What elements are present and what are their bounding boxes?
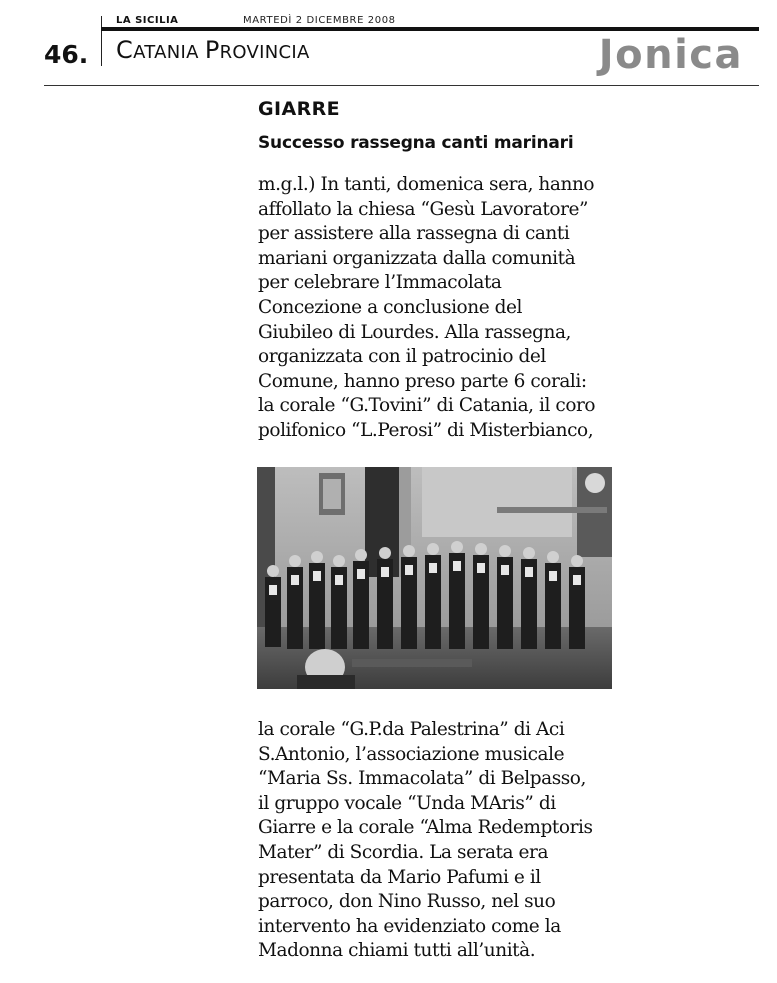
section-title-part2: ROVINCIA [219,42,310,63]
article-body-part1: m.g.l.) In tanti, domenica sera, hanno affollato la chiesa “Gesù Lavoratore” per assistere alla rassegna di canti mariani organizzata dalla comunità per celebrare l’Immacolata Concezione a conclusione del Giubileo di Lourdes. Alla rassegna, organizzata con il patrocinio del Comune, hanno preso parte 6 corali: la corale “G.Tovini” di Catania, il coro polifonico “L.Perosi” di Misterbianco, [258,174,596,441]
article-header [258,98,618,153]
section-title-initial-c: C [116,36,134,64]
article-body-part1-container [258,173,628,444]
section-title-initial-p: P [204,36,220,64]
header-rule [101,27,759,31]
article-kicker: GIARRE [258,98,341,120]
article-body-part2-container [258,718,628,964]
issue-date: MARTEDÌ 2 DICEMBRE 2008 [243,15,396,26]
choir-photo-image [257,467,612,689]
newspaper-masthead: LA SICILIA [116,15,179,26]
article-body-part2: la corale “G.P.da Palestrina” di Aci S.Antonio, l’associazione musicale “Maria Ss. Immacolata” di Belpasso, il gruppo vocale “Unda MAris” di Giarre e la corale “Alma Redemptoris Mater” di Scordia. La serata era presentata da Mario Pafumi e il parroco, don Nino Russo, nel suo intervento ha evidenziato come la Madonna chiami tutti all’unità. [258,719,593,962]
header-divider [101,16,102,66]
section-title-part1: ATANIA [133,42,205,63]
section-name: Jonica [598,32,743,78]
choir-photo [257,467,612,689]
article-headline: Successo rassegna canti marinari [258,133,574,153]
section-title [116,36,310,64]
page-number: 46. [44,40,89,69]
header-bottom-rule [44,85,759,86]
